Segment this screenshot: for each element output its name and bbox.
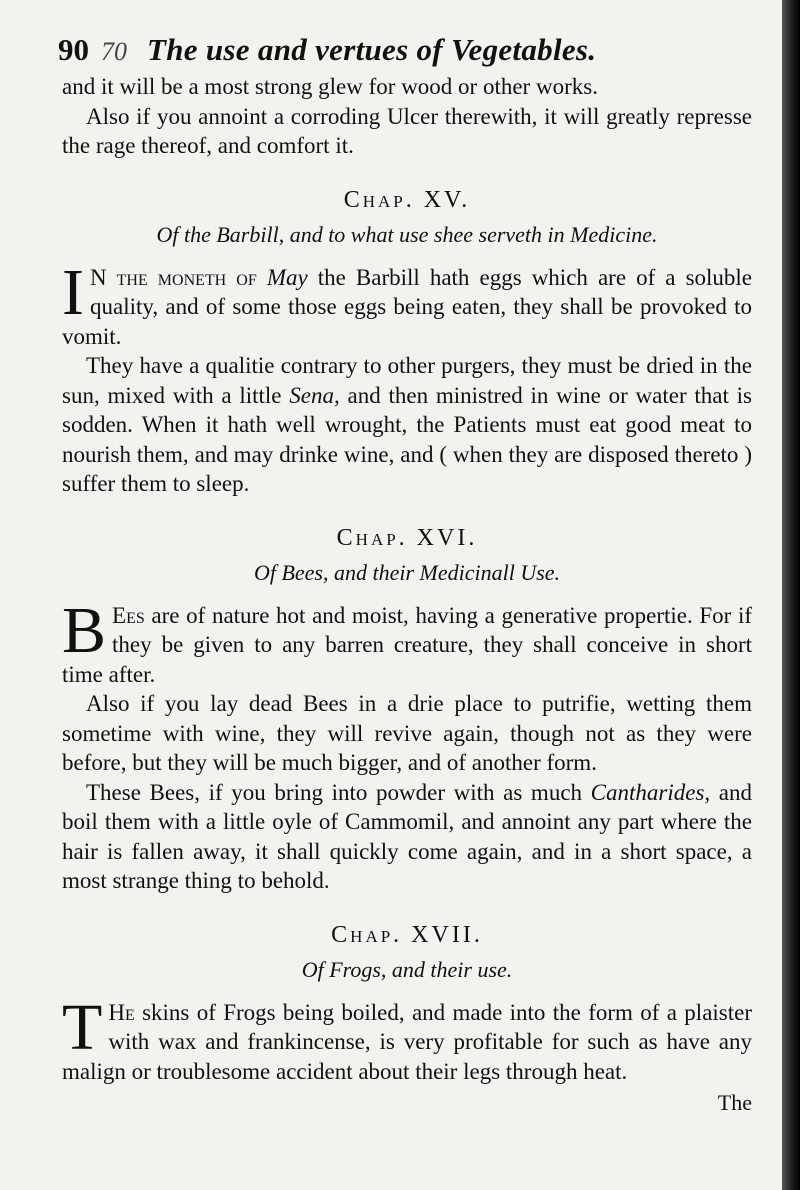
- lead-text: He: [108, 999, 135, 1025]
- chapter-17-title: Chap. XVII.: [331, 921, 483, 948]
- italic-word: Sena,: [289, 382, 340, 408]
- page-content: [58, 30, 753, 1118]
- chapter-15-paragraph-2: [62, 351, 752, 499]
- paragraph-text: They have a qualitie contrary to other purgers, they must be dried in the sun, mixed with a little: [62, 353, 752, 408]
- page-number: 90: [58, 32, 89, 67]
- chapter-17-paragraph-1: [62, 990, 753, 1087]
- drop-cap: I: [62, 255, 84, 329]
- page-header: [58, 30, 752, 72]
- paragraph-text: the Barbill hath eggs which are of a soluble quality, and of some those eggs being eaten, they shall be provoked to vomit.: [62, 264, 753, 349]
- chapter-16-paragraph-3: [62, 778, 752, 896]
- chapter-16-body: [62, 593, 753, 896]
- intro-line: and it will be a most strong glew for wood or other works.: [62, 74, 598, 99]
- chapter-15-paragraph-1: [62, 255, 753, 352]
- paragraph-text: skins of Frogs being boiled, and made into the form of a plaister with wax and frankincense, is very profitable for such as have any malign or troublesome accident about their legs through heat.: [62, 999, 753, 1084]
- drop-cap: T: [62, 990, 103, 1064]
- lead-text: N the moneth of: [89, 264, 257, 290]
- chapter-16-title: Chap. XVI.: [336, 524, 478, 551]
- catchword: The: [717, 1090, 752, 1115]
- italic-word: May: [266, 264, 308, 290]
- chapter-17-body: [62, 990, 753, 1087]
- chapter-16-subtitle: Of Bees, and their Medicinall Use.: [253, 559, 561, 585]
- chapter-16-paragraph-1: [62, 593, 753, 690]
- lead-text: Ees: [112, 602, 145, 628]
- paragraph-text: These Bees, if you bring into powder with as much: [86, 779, 583, 805]
- chapter-16-paragraph-2: Also if you lay dead Bees in a drie place to putrifie, wetting them sometime with wine, they will revive again, though not as they were before, but they will be much bigger, and of another form.: [62, 691, 752, 775]
- paragraph-text: and then ministred in wine or water that is sodden. When it hath well wrought, the Patients must eat good meat to nourish them, and may drinke wine, and ( when they are disposed thereto ) suffer them to sleep.: [62, 382, 752, 496]
- chapter-15-title: Chap. XV.: [343, 186, 471, 213]
- drop-cap: B: [62, 593, 107, 667]
- chapter-15-body: [62, 255, 753, 499]
- chapter-15-subtitle: Of the Barbill, and to what use shee serveth in Medicine.: [156, 221, 658, 247]
- italic-word: Cantharides,: [590, 779, 711, 805]
- running-title: The use and vertues of Vegetables.: [147, 32, 597, 67]
- paragraph-text: are of nature hot and moist, having a generative propertie. For if they be given to any barren creature, they shall conceive in short time after.: [62, 602, 753, 687]
- book-spine-shadow: [782, 0, 800, 1190]
- paragraph-text: and boil them with a little oyle of Cammomil, and annoint any part where the hair is fallen away, it shall quickly come again, and in a short space, a most strange thing to behold.: [62, 779, 753, 893]
- folio-number: 70: [101, 37, 127, 66]
- intro-paragraph: Also if you annoint a corroding Ulcer therewith, it will greatly represse the rage thereof, and comfort it.: [62, 103, 752, 158]
- chapter-17-subtitle: Of Frogs, and their use.: [301, 956, 513, 982]
